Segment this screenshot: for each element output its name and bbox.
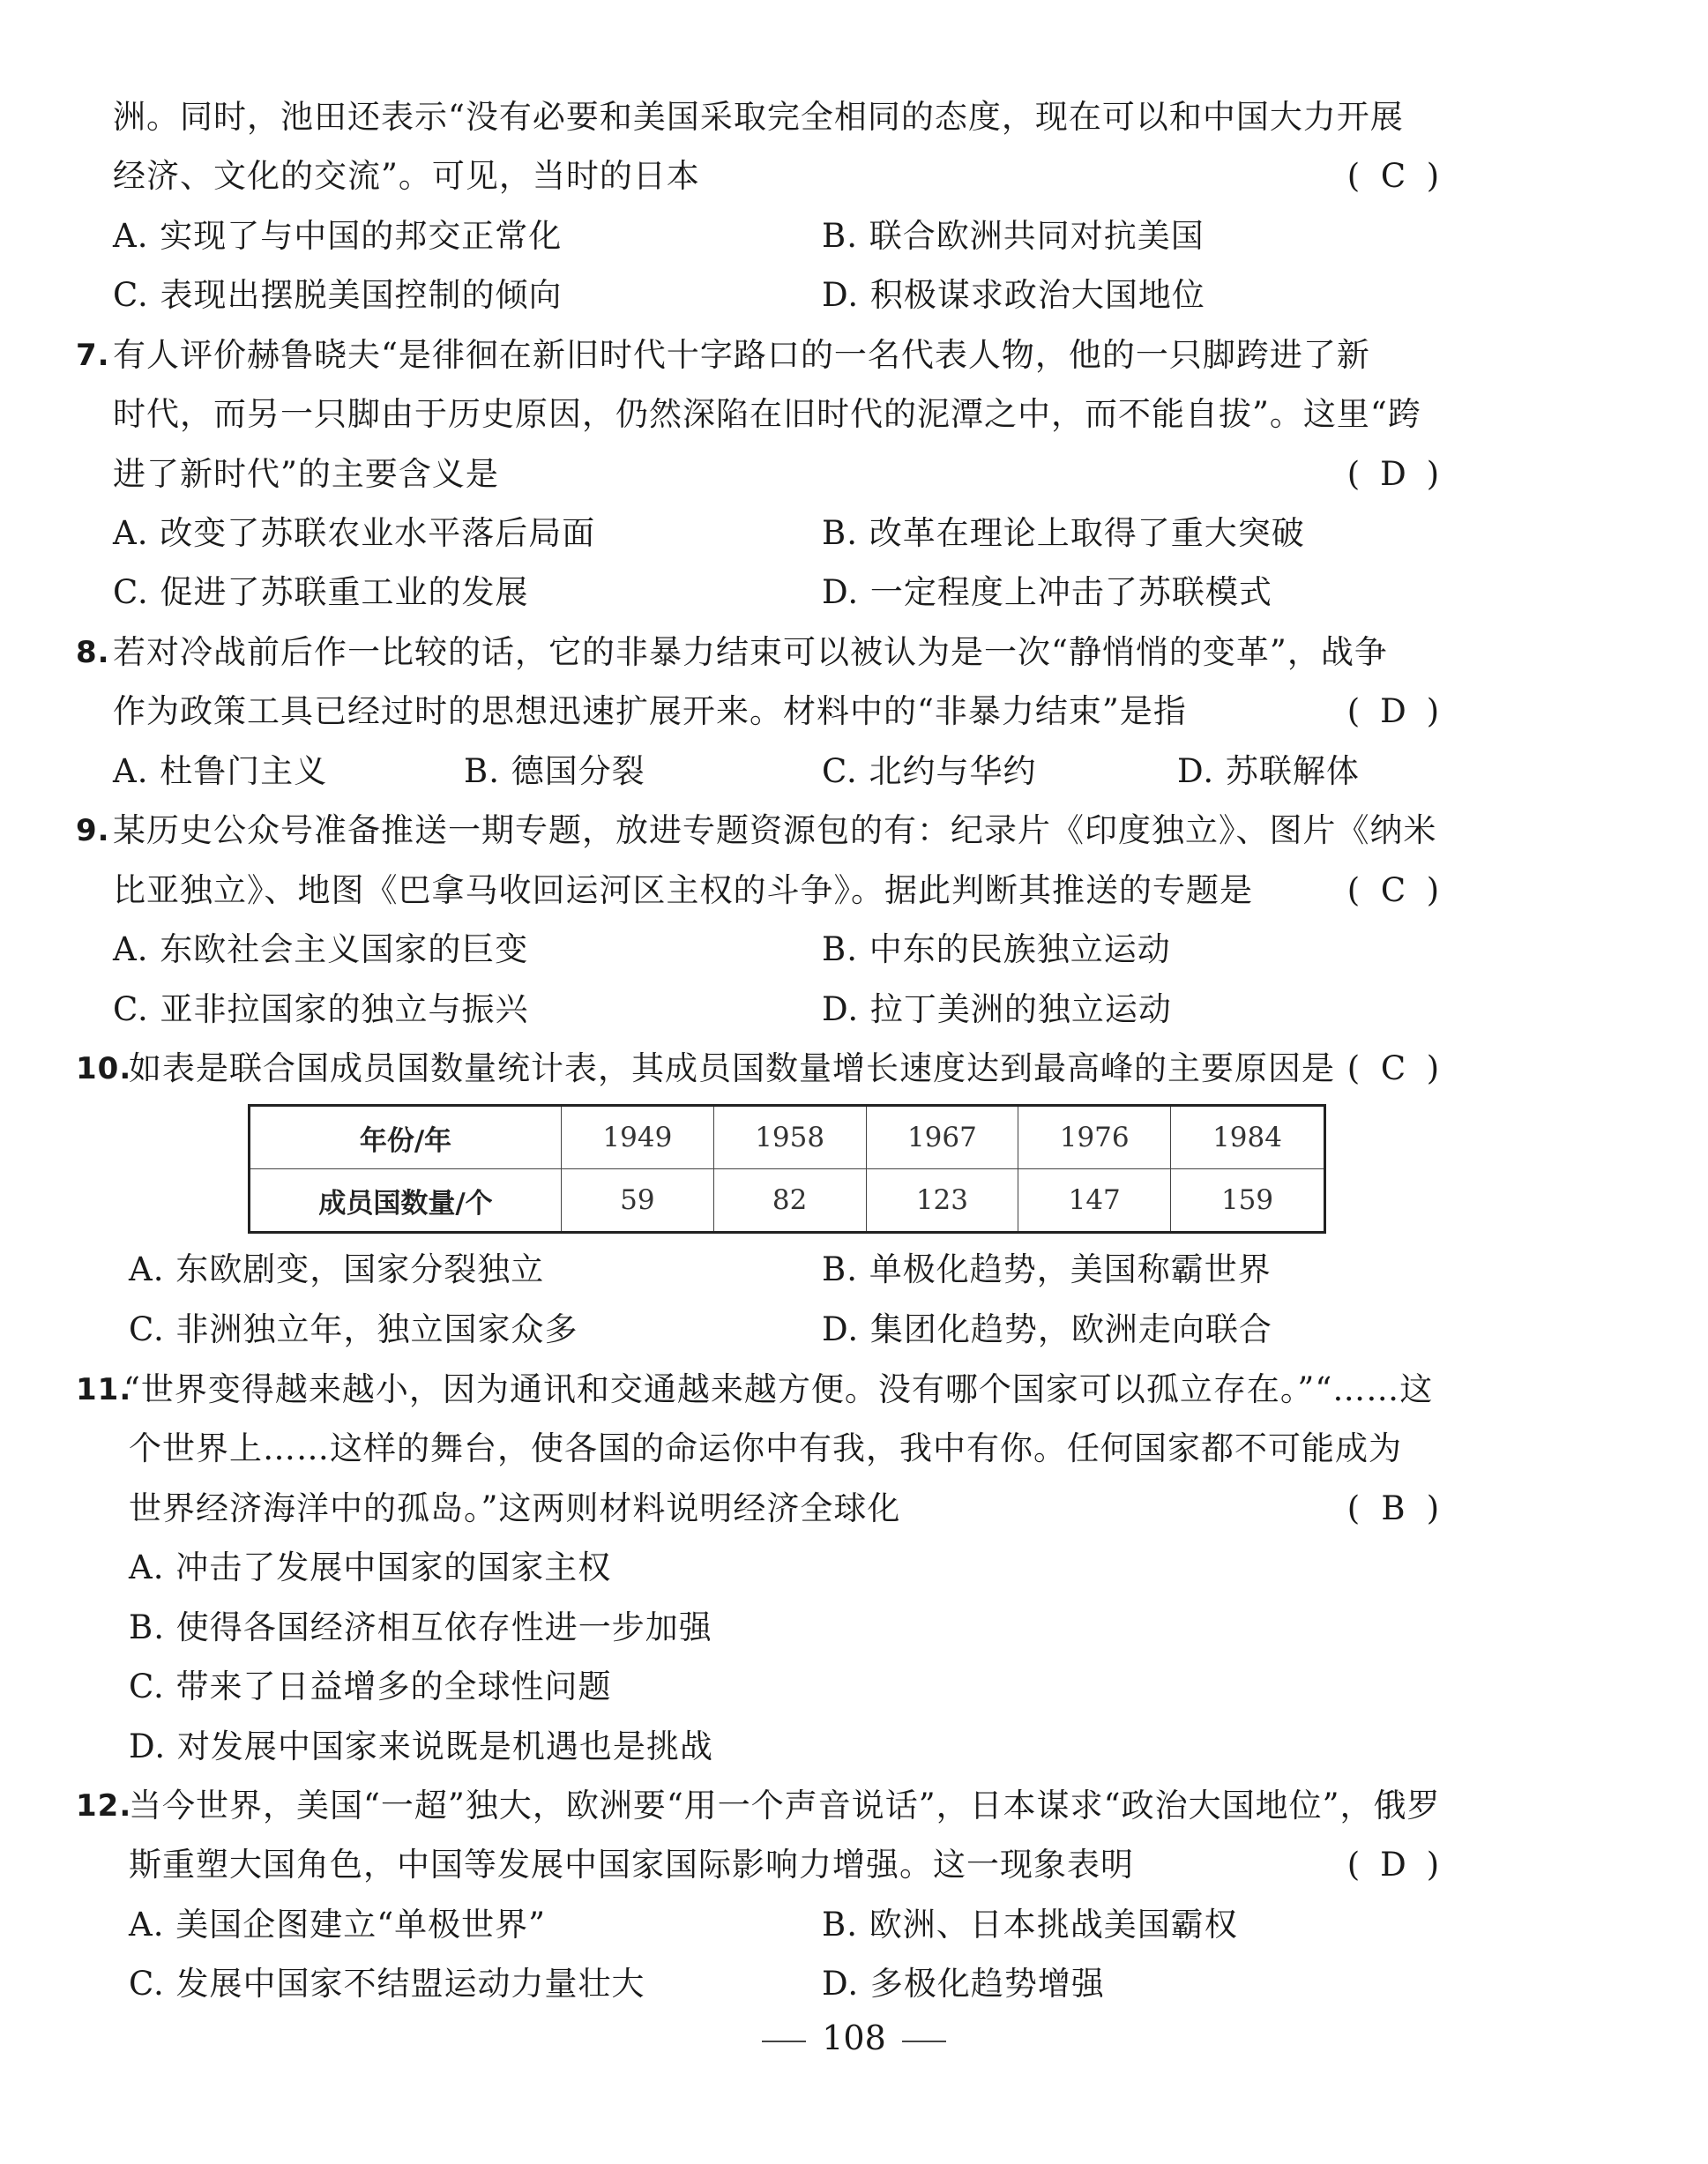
question-text-line: 作为政策工具已经过时的思想迅速扩展开来。材料中的“非暴力结束”是指 xyxy=(113,692,1187,730)
table-cell: 147 xyxy=(1018,1169,1171,1233)
option-c: C. 表现出摆脱美国控制的倾向 xyxy=(113,276,563,314)
answer-letter: D xyxy=(1380,1846,1406,1884)
option-a: A. 杜鲁门主义 xyxy=(113,752,328,790)
question-text-line: 当今世界，美国“一超”独大，欧洲要“用一个声音说话”，日本谋求“政治大国地位”，俄罗 xyxy=(129,1787,1441,1824)
table-cell: 1976 xyxy=(1018,1106,1171,1169)
page-footer xyxy=(0,2016,1708,2060)
question-text-line: 时代，而另一只脚由于历史原因，仍然深陷在旧时代的泥潭之中，而不能自拔”。这里“跨 xyxy=(113,395,1421,433)
option-b: B. 欧洲、日本挑战美国霸权 xyxy=(822,1906,1238,1944)
answer-bracket: ( C ) xyxy=(1331,1047,1455,1091)
question-number: 10. xyxy=(76,1051,132,1086)
table-cell: 123 xyxy=(866,1169,1018,1233)
question-text-line: 进了新时代”的主要含义是 xyxy=(113,455,499,493)
option-b: B. 使得各国经济相互依存性进一步加强 xyxy=(129,1608,712,1646)
question-text-line: 如表是联合国成员国数量统计表，其成员国数量增长速度达到最高峰的主要原因是 xyxy=(129,1049,1335,1087)
answer-letter: C xyxy=(1380,157,1406,195)
table-cell: 82 xyxy=(713,1169,866,1233)
question-text-line: 有人评价赫鲁晓夫“是徘徊在新旧时代十字路口的一名代表人物，他的一只脚跨进了新 xyxy=(113,336,1370,374)
row-header-count: 成员国数量/个 xyxy=(250,1169,562,1233)
option-c: C. 非洲独立年，独立国家众多 xyxy=(129,1310,578,1348)
answer-bracket: ( D ) xyxy=(1331,690,1455,734)
question-text-line: 斯重塑大国角色，中国等发展中国家国际影响力增强。这一现象表明 xyxy=(129,1846,1134,1884)
row-header-year: 年份/年 xyxy=(250,1106,562,1169)
answer-bracket: ( D ) xyxy=(1331,452,1455,496)
answer-letter: C xyxy=(1380,1049,1406,1087)
option-d: D. 对发展中国家来说既是机遇也是挑战 xyxy=(129,1727,713,1765)
answer-letter: C xyxy=(1380,871,1406,909)
answer-bracket: ( D ) xyxy=(1331,1843,1455,1887)
option-a: A. 实现了与中国的邦交正常化 xyxy=(113,217,563,255)
option-c: C. 亚非拉国家的独立与振兴 xyxy=(113,990,529,1028)
table-cell: 1958 xyxy=(713,1106,866,1169)
question-text-line: 某历史公众号准备推送一期专题，放进专题资源包的有：纪录片《印度独立》、图片《纳米 xyxy=(113,811,1437,849)
option-d: D. 拉丁美洲的独立运动 xyxy=(822,990,1172,1028)
option-a: A. 东欧社会主义国家的巨变 xyxy=(113,930,529,968)
question-number: 8. xyxy=(76,635,110,670)
footer-dash-left xyxy=(762,2041,806,2042)
table-cell: 1967 xyxy=(866,1106,1018,1169)
option-a: A. 改变了苏联农业水平落后局面 xyxy=(113,514,596,552)
question-text-line: 洲。同时，池田还表示“没有必要和美国采取完全相同的态度，现在可以和中国大力开展 xyxy=(113,98,1404,136)
question-number: 12. xyxy=(76,1788,132,1824)
table-cell: 1949 xyxy=(562,1106,714,1169)
table-cell: 159 xyxy=(1171,1169,1325,1233)
option-a: A. 冲击了发展中国家的国家主权 xyxy=(129,1548,612,1586)
question-text-line: 世界经济海洋中的孤岛。”这两则材料说明经济全球化 xyxy=(129,1489,901,1527)
option-a: A. 东欧剧变，国家分裂独立 xyxy=(129,1250,545,1288)
question-text-line: 若对冷战前后作一比较的话，它的非暴力结束可以被认为是一次“静悄悄的变革”，战争 xyxy=(113,633,1388,671)
option-d: D. 一定程度上冲击了苏联模式 xyxy=(822,573,1272,611)
footer-dash-right xyxy=(902,2041,946,2042)
option-b: B. 单极化趋势，美国称霸世界 xyxy=(822,1250,1272,1288)
option-c: C. 北约与华约 xyxy=(822,752,1037,790)
page-number: 108 xyxy=(822,2018,886,2057)
question-text-line: 经济、文化的交流”。可见，当时的日本 xyxy=(113,157,700,195)
question-number: 7. xyxy=(76,338,110,373)
option-d: D. 苏联解体 xyxy=(1177,752,1360,790)
option-c: C. 带来了日益增多的全球性问题 xyxy=(129,1668,612,1705)
answer-bracket: ( B ) xyxy=(1331,1487,1455,1531)
answer-bracket: ( C ) xyxy=(1331,154,1455,198)
table-cell: 1984 xyxy=(1171,1106,1325,1169)
answer-bracket: ( C ) xyxy=(1331,869,1455,913)
option-b: B. 联合欧洲共同对抗美国 xyxy=(822,217,1205,255)
option-b: B. 德国分裂 xyxy=(464,752,645,790)
question-text-line: “世界变得越来越小，因为通讯和交通越来越方便。没有哪个国家可以孤立存在。”“……这 xyxy=(123,1370,1434,1408)
question-text-line: 个世界上……这样的舞台，使各国的命运你中有我，我中有你。任何国家都不可能成为 xyxy=(129,1429,1402,1467)
answer-letter: B xyxy=(1381,1489,1406,1527)
question-number: 11. xyxy=(76,1372,132,1407)
question-number: 9. xyxy=(76,813,110,848)
option-c: C. 促进了苏联重工业的发展 xyxy=(113,573,529,611)
table-cell: 59 xyxy=(562,1169,714,1233)
answer-letter: D xyxy=(1380,455,1406,493)
option-d: D. 积极谋求政治大国地位 xyxy=(822,276,1205,314)
answer-letter: D xyxy=(1380,692,1406,730)
option-d: D. 集团化趋势，欧洲走向联合 xyxy=(822,1310,1272,1348)
question-text-line: 比亚独立》、地图《巴拿马收回运河区主权的斗争》。据此判断其推送的专题是 xyxy=(113,871,1253,909)
option-d: D. 多极化趋势增强 xyxy=(822,1965,1105,2003)
option-a: A. 美国企图建立“单极世界” xyxy=(129,1906,547,1944)
option-b: B. 中东的民族独立运动 xyxy=(822,930,1171,968)
option-c: C. 发展中国家不结盟运动力量壮大 xyxy=(129,1965,645,2003)
option-b: B. 改革在理论上取得了重大突破 xyxy=(822,514,1305,552)
